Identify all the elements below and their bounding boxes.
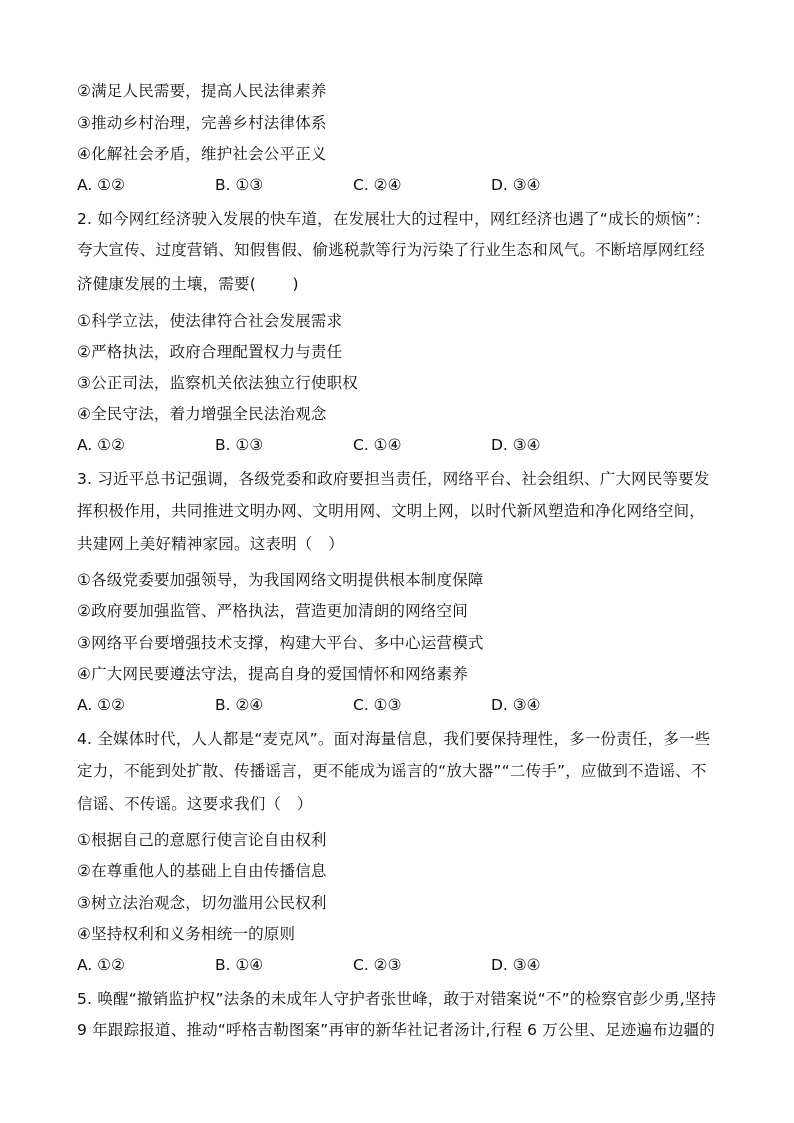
q5-stem-line-1: 5. 唤醒“撤销监护权”法条的未成年人守护者张世峰，敢于对错案说“不”的检察官彭少勇,坚持 [77,990,717,1008]
q1-statement-3: ③推动乡村治理，完善乡村法律体系 [77,114,327,132]
q2-statement-4: ④全民守法，着力增强全民法治观念 [77,405,327,423]
q3-option-c[interactable]: C. ①③ [353,696,402,714]
q2-stem-line-3: 济健康发展的土壤，需要( ) [77,275,299,293]
q4-statement-2: ②在尊重他人的基础上自由传播信息 [77,862,327,880]
q4-option-b[interactable]: B. ①④ [215,956,264,974]
q3-statement-3: ③网络平台要增强技术支撑，构建大平台、多中心运营模式 [77,634,484,652]
q2-option-c[interactable]: C. ①④ [353,436,402,454]
q2-option-a[interactable]: A. ①② [77,436,125,454]
q1-option-c[interactable]: C. ②④ [353,176,402,194]
q3-statement-1: ①各级党委要加强领导，为我国网络文明提供根本制度保障 [77,571,484,589]
q3-option-d[interactable]: D. ③④ [491,696,541,714]
q4-options [77,955,677,975]
q3-option-a[interactable]: A. ①② [77,696,125,714]
q4-option-d[interactable]: D. ③④ [491,956,541,974]
q2-option-b[interactable]: B. ①③ [215,436,264,454]
q1-statement-4: ④化解社会矛盾，维护社会公平正义 [77,145,327,163]
q4-stem-line-1: 4. 全媒体时代，人人都是“麦克风”。面对海量信息，我们要保持理性，多一份责任，多一些 [77,730,711,748]
q2-stem-line-1: 2. 如今网红经济驶入发展的快车道，在发展壮大的过程中，网红经济也遇了“成长的烦恼”： [77,210,711,228]
q1-options [77,175,677,195]
q5-stem-line-2: 9 年跟踪报道、推动“呼格吉勒图案”再审的新华社记者汤计,行程 6 万公里、足迹遍布边疆的 [77,1021,715,1039]
q1-option-b[interactable]: B. ①③ [215,176,264,194]
q4-stem-line-3: 信谣、不传谣。这要求我们（ ） [77,795,313,813]
q3-stem-line-3: 共建网上美好精神家园。这表明（ ） [77,535,344,553]
q4-statement-4: ④坚持权利和义务相统一的原则 [77,925,296,943]
q2-statement-1: ①科学立法，使法律符合社会发展需求 [77,312,343,330]
q2-options [77,435,677,455]
q3-statement-2: ②政府要加强监管、严格执法，营造更加清朗的网络空间 [77,602,468,620]
q1-option-a[interactable]: A. ①② [77,176,125,194]
q2-option-d[interactable]: D. ③④ [491,436,541,454]
q4-option-c[interactable]: C. ②③ [353,956,402,974]
q2-statement-2: ②严格执法，政府合理配置权力与责任 [77,343,343,361]
q2-statement-3: ③公正司法，监察机关依法独立行使职权 [77,374,358,392]
q3-options [77,695,677,715]
q4-statement-3: ③树立法治观念，切勿滥用公民权利 [77,894,327,912]
q1-option-d[interactable]: D. ③④ [491,176,541,194]
q3-option-b[interactable]: B. ②④ [215,696,264,714]
q4-statement-1: ①根据自己的意愿行使言论自由权利 [77,831,327,849]
q2-stem-line-2: 夸大宣传、过度营销、知假售假、偷逃税款等行为污染了行业生态和风气。不断培厚网红经 [77,241,706,259]
q3-stem-line-1: 3. 习近平总书记强调，各级党委和政府要担当责任，网络平台、社会组织、广大网民等要发 [77,470,710,488]
q4-stem-line-2: 定力，不能到处扩散、传播谣言，更不能成为谣言的“放大器”“二传手”，应做到不造谣、不 [77,762,707,780]
q1-statement-2: ②满足人民需要，提高人民法律素养 [77,82,327,100]
q4-option-a[interactable]: A. ①② [77,956,125,974]
q3-statement-4: ④广大网民要遵法守法，提高自身的爱国情怀和网络素养 [77,665,468,683]
q3-stem-line-2: 挥积极作用，共同推进文明办网、文明用网、文明上网，以时代新风塑造和净化网络空间， [77,502,706,520]
